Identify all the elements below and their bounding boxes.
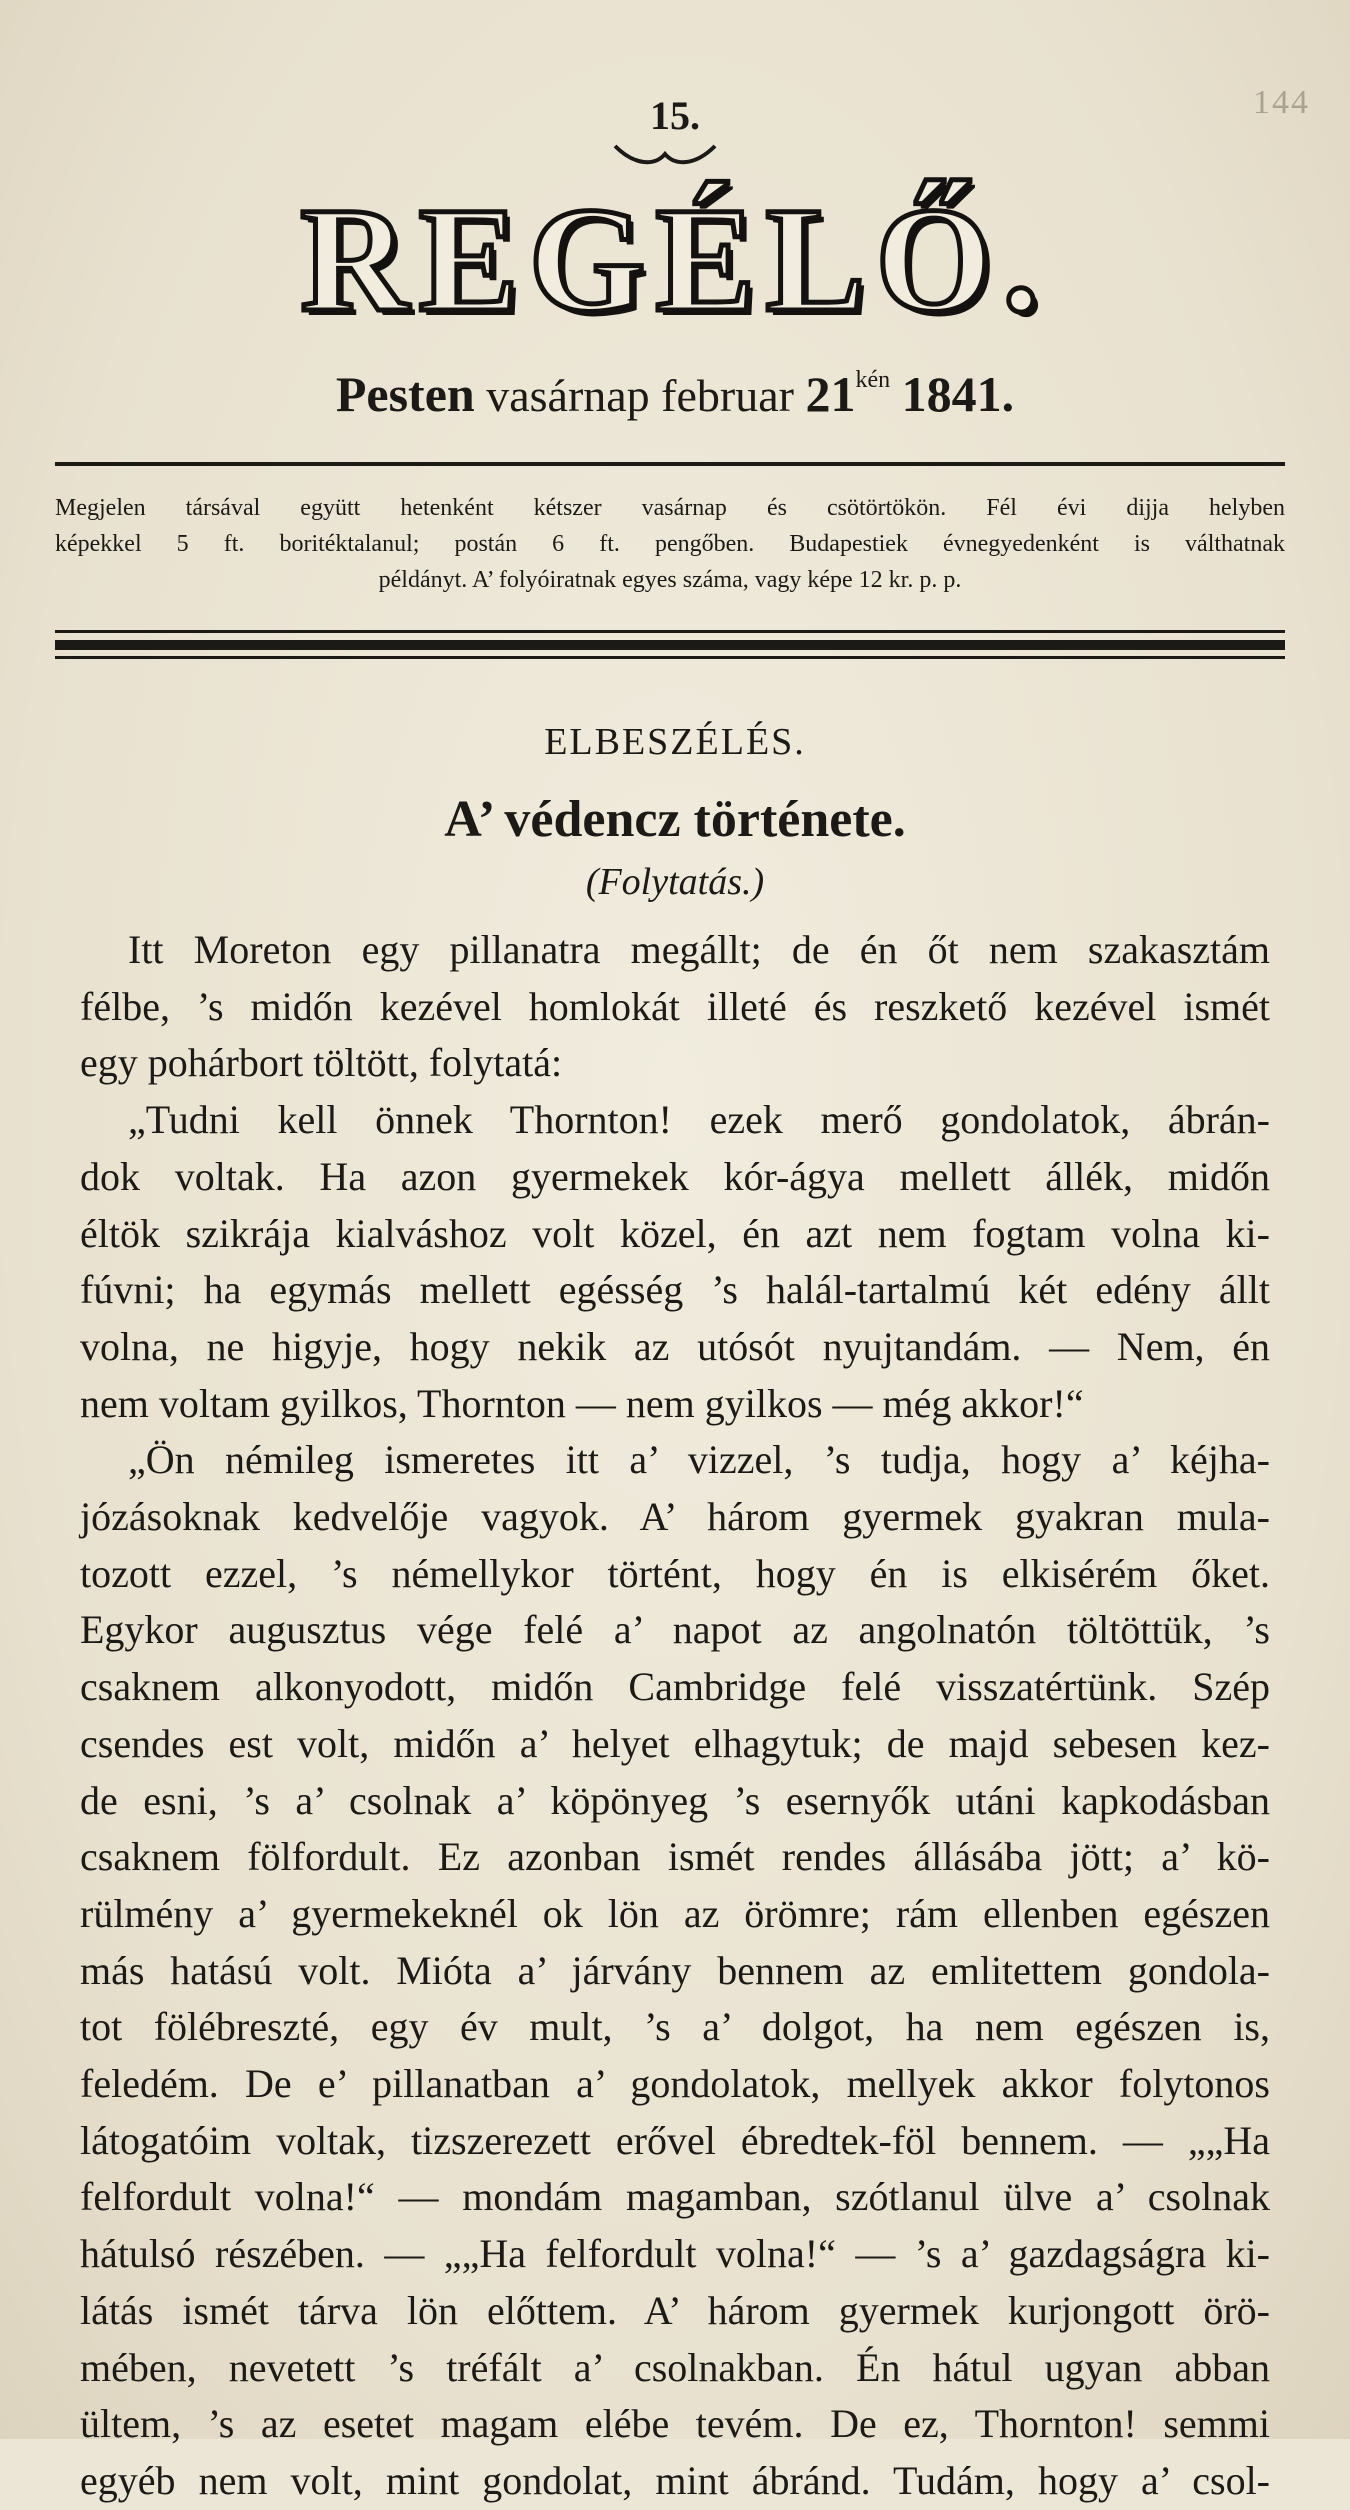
text-line: egyéb nem volt, mint gondolat, mint ábránd. Tudám, hogy a’ csol- xyxy=(80,2457,1270,2503)
dateline-day-suffix: kén xyxy=(855,367,891,393)
divider-rule xyxy=(55,656,1285,659)
ornament-flourish-icon xyxy=(610,140,720,166)
text-line: más hatású volt. Mióta a’ járvány bennem az emlitettem gondola- xyxy=(80,1947,1270,1993)
article-body xyxy=(80,922,1270,2510)
subscription-notice xyxy=(55,490,1285,598)
text-line: „Ön némileg ismeretes itt a’ vizzel, ’s tudja, hogy a’ kéjha- xyxy=(128,1437,1270,1483)
dateline xyxy=(0,366,1350,422)
text-line: csaknem alkonyodott, midőn Cambridge felé visszatértünk. Szép xyxy=(80,1664,1270,1710)
dateline-day: 21 xyxy=(805,366,856,422)
text-line: csaknem fölfordult. Ez azonban ismét rendes állásába jött; a’ kö- xyxy=(80,1834,1270,1880)
section-heading: ELBESZÉLÉS. xyxy=(544,721,806,763)
text-line: dok voltak. Ha azon gyermekek kór-ágya mellett állék, midőn xyxy=(80,1153,1270,1199)
notice-line: Megjelen társával együtt hetenként kétszer vasárnap és csötörtökön. Fél évi dijja helyben xyxy=(55,495,1285,521)
text-line: mében, nevetett ’s tréfált a’ csolnakban. Én hátul ugyan abban xyxy=(80,2344,1270,2390)
text-line: felfordult volna!“ — mondám magamban, szótlanul ülve a’ csolnak xyxy=(80,2174,1270,2220)
dateline-text: vasárnap februar xyxy=(486,370,794,421)
text-line: de esni, ’s a’ csolnak a’ köpönyeg ’s esernyők utáni kapkodásban xyxy=(80,1777,1270,1823)
article-subtitle: (Folytatás.) xyxy=(585,861,765,903)
notice-line: példányt. A’ folyóiratnak egyes száma, vagy képe 12 kr. p. p. xyxy=(378,567,962,593)
page-number: 144 xyxy=(1253,84,1310,121)
text-line: „Tudni kell önnek Thornton! ezek merő gondolatok, ábrán- xyxy=(128,1097,1270,1143)
text-line: tot fölébreszté, egy év mult, ’s a’ dolgot, ha nem egészen is, xyxy=(80,2004,1270,2050)
text-line: fúvni; ha egymás mellett egésség ’s halál-tartalmú két edény állt xyxy=(80,1267,1270,1313)
text-line: látás ismét tárva lön előttem. A’ három gyermek kurjongott örö- xyxy=(80,2287,1270,2333)
text-line: rülmény a’ gyermekeknél ok lön az örömre; rám ellenben egészen xyxy=(80,1890,1270,1936)
dateline-year: 1841. xyxy=(901,366,1015,422)
header-rule xyxy=(55,462,1285,466)
text-line: félbe, ’s midőn kezével homlokát illeté és reszkető kezével ismét xyxy=(80,983,1270,1029)
divider-rule xyxy=(55,640,1285,650)
issue-number: 15. xyxy=(650,93,700,138)
text-line: ültem, ’s az esetet magam elébe tevém. De ez, Thornton! semmi xyxy=(80,2401,1270,2447)
text-line: volna, ne higyje, hogy nekik az utósót nyujtandám. — Nem, én xyxy=(80,1323,1270,1369)
text-line: Itt Moreton egy pillanatra megállt; de én őt nem szakasztám xyxy=(128,927,1270,972)
text-line: éltök szikrája kialváshoz volt közel, én azt nem fogtam volna ki- xyxy=(80,1210,1270,1256)
dateline-place: Pesten xyxy=(335,366,475,422)
text-line: feledém. De e’ pillanatban a’ gondolatok, mellyek akkor folytonos xyxy=(80,2061,1270,2107)
text-line: nem voltam gyilkos, Thornton — nem gyilkos — még akkor!“ xyxy=(80,1380,1084,1426)
masthead-title: REGÉLŐ. xyxy=(300,177,1050,343)
notice-line: képekkel 5 ft. boritéktalanul; postán 6 ft. pengőben. Budapestiek évnegyedenként is válthatnak xyxy=(55,531,1285,557)
text-line: tozott ezzel, ’s némellykor történt, hogy én is elkisérém őket. xyxy=(80,1550,1270,1596)
text-line: Egykor augusztus vége felé a’ napot az angolnatón töltöttük, ’s xyxy=(80,1607,1270,1653)
article-title: A’ védencz története. xyxy=(444,791,906,848)
text-line: csendes est volt, midőn a’ helyet elhagytuk; de majd sebesen kez- xyxy=(80,1720,1270,1766)
text-line: látogatóim voltak, tizszerezett erővel ébredtek-föl bennem. — „„Ha xyxy=(80,2117,1270,2163)
text-line: hátulsó részében. — „„Ha felfordult volna!“ — ’s a’ gazdagságra ki- xyxy=(80,2231,1270,2277)
text-line: józásoknak kedvelője vagyok. A’ három gyermek gyakran mula- xyxy=(80,1494,1270,1540)
text-line: egy pohárbort töltött, folytatá: xyxy=(80,1040,563,1086)
divider-rule xyxy=(55,630,1285,633)
